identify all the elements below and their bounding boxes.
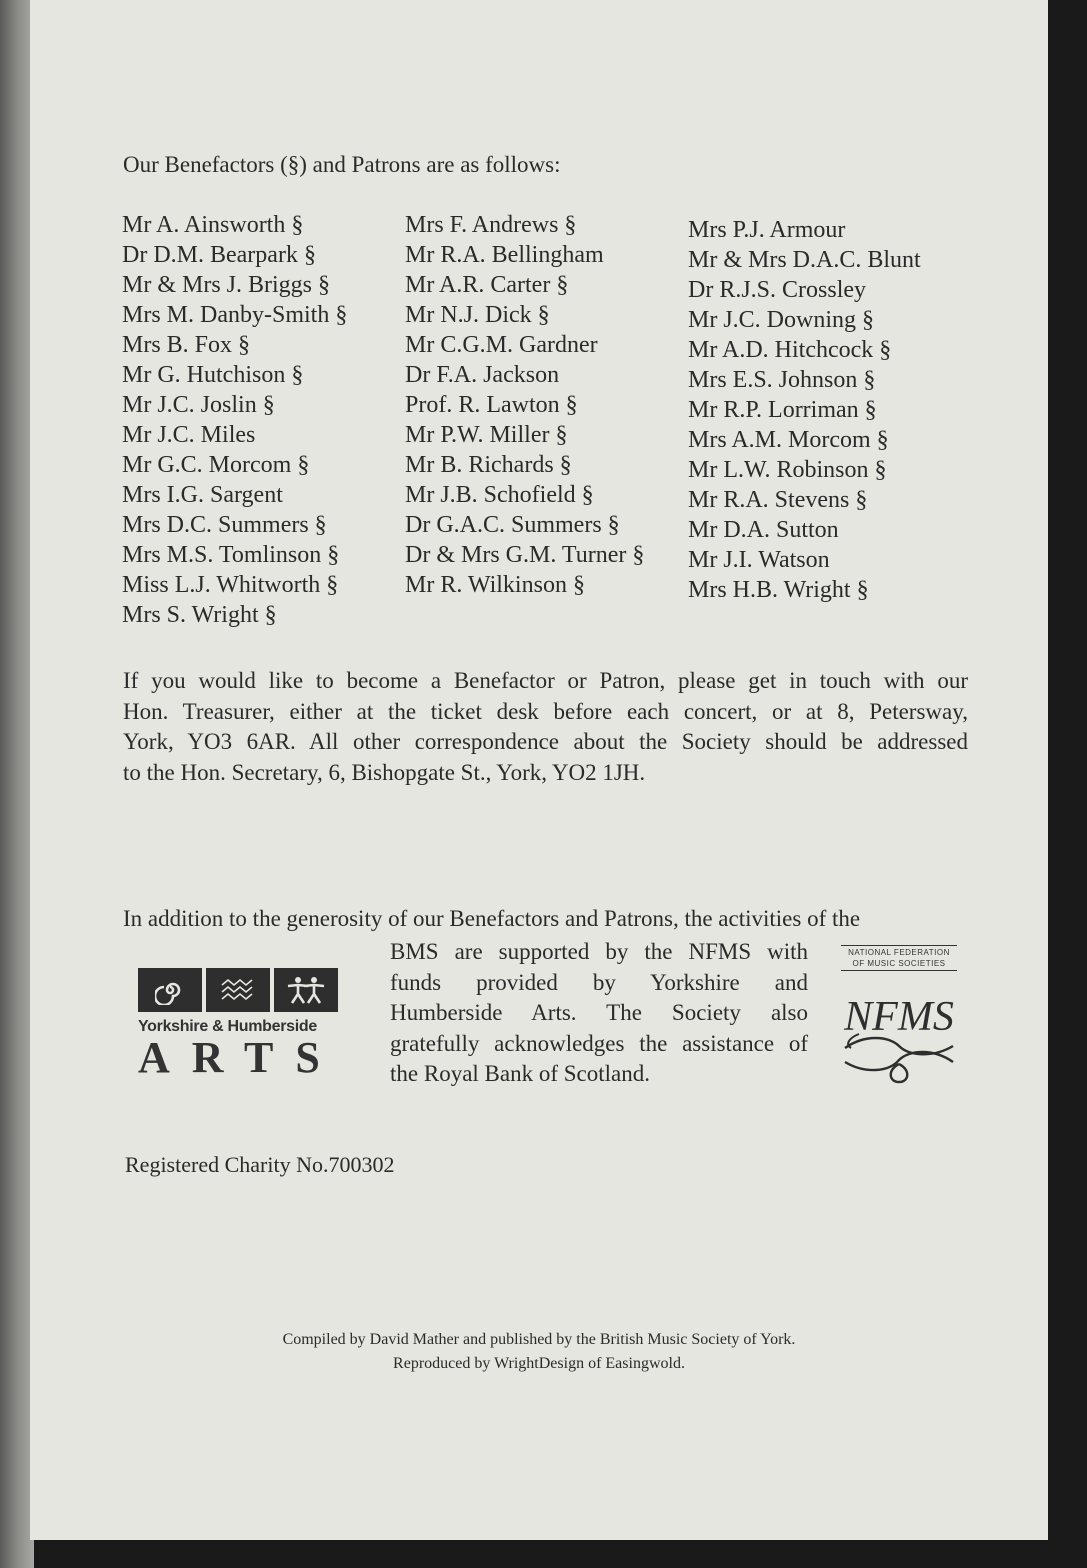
patron-name: Mrs E.S. Johnson § bbox=[688, 367, 876, 393]
patron-name: Mr P.W. Miller § bbox=[405, 422, 568, 448]
support-line: the Royal Bank of Scotland. bbox=[390, 1061, 650, 1086]
patron-name: Mr R.A. Bellingham bbox=[405, 242, 604, 268]
patron-name: Mr C.G.M. Gardner bbox=[405, 332, 598, 358]
nfms-mark: NFMS bbox=[844, 994, 954, 1040]
contact-line: If you would like to become a Benefactor or Patron, please get in touch with our bbox=[123, 668, 968, 693]
patron-column-2 bbox=[405, 210, 644, 600]
patron-name: Mr G.C. Morcom § bbox=[122, 452, 310, 478]
patron-name: Mr J.C. Downing § bbox=[688, 307, 875, 333]
patron-name: Mr R.P. Lorriman § bbox=[688, 397, 877, 423]
patron-name: Mr J.C. Miles bbox=[122, 422, 256, 448]
patron-name: Dr R.J.S. Crossley bbox=[688, 277, 867, 303]
support-line: Humberside Arts. The Society also bbox=[390, 1000, 808, 1025]
support-heading: In addition to the generosity of our Benefactors and Patrons, the activities of the bbox=[123, 906, 861, 931]
credits bbox=[30, 1328, 1048, 1376]
patron-name: Mr A. Ainsworth § bbox=[122, 212, 304, 238]
patron-name: Mr N.J. Dick § bbox=[405, 302, 550, 328]
patron-name: Mrs D.C. Summers § bbox=[122, 512, 327, 538]
patron-name: Mrs P.J. Armour bbox=[688, 217, 846, 243]
contact-line: York, YO3 6AR. All other correspondence about the Society should be addressed bbox=[123, 729, 968, 754]
patron-name: Dr & Mrs G.M. Turner § bbox=[405, 542, 645, 568]
book-spine-edge bbox=[0, 0, 34, 1568]
nfms-logo bbox=[835, 944, 963, 1089]
patron-name: Mr L.W. Robinson § bbox=[688, 457, 887, 483]
patron-name: Mr G. Hutchison § bbox=[122, 362, 304, 388]
patron-name: Mr A.D. Hitchcock § bbox=[688, 337, 892, 363]
patron-name: Mrs I.G. Sargent bbox=[122, 482, 283, 508]
patron-name: Mrs M. Danby-Smith § bbox=[122, 302, 348, 328]
patron-name: Dr G.A.C. Summers § bbox=[405, 512, 620, 538]
spiral-icon bbox=[138, 968, 202, 1012]
credit-line: Compiled by David Mather and published by the British Music Society of York. bbox=[282, 1331, 796, 1348]
patron-name: Mr R. Wilkinson § bbox=[405, 572, 585, 598]
patron-name: Dr F.A. Jackson bbox=[405, 362, 560, 388]
patron-name: Mr & Mrs D.A.C. Blunt bbox=[688, 247, 921, 273]
contact-line: to the Hon. Secretary, 6, Bishopgate St., York, YO2 1JH. bbox=[123, 759, 646, 785]
patron-name: Mrs M.S. Tomlinson § bbox=[122, 542, 340, 568]
patron-name: Mr & Mrs J. Briggs § bbox=[122, 272, 331, 298]
charity-number: Registered Charity No.700302 bbox=[125, 1152, 395, 1177]
patron-name: Mr J.C. Joslin § bbox=[122, 392, 275, 418]
patron-name: Mrs A.M. Morcom § bbox=[688, 427, 889, 453]
patron-name: Mr R.A. Stevens § bbox=[688, 487, 868, 513]
support-line: BMS are supported by the NFMS with bbox=[390, 939, 808, 964]
yh-logo-line2: ARTS bbox=[138, 1033, 342, 1082]
nfms-logo-line2: OF MUSIC SOCIETIES bbox=[852, 959, 946, 968]
patron-column-1 bbox=[122, 210, 347, 630]
patron-name: Prof. R. Lawton § bbox=[405, 392, 578, 418]
document-page bbox=[30, 0, 1048, 1540]
contact-line: Hon. Treasurer, either at the ticket desk before each concert, or at 8, Petersway, bbox=[123, 698, 968, 724]
intro-text: Our Benefactors (§) and Patrons are as follows: bbox=[123, 152, 561, 177]
yorkshire-humberside-arts-logo bbox=[138, 968, 346, 1080]
patron-name: Mr A.R. Carter § bbox=[405, 272, 569, 298]
patron-name: Mr D.A. Sutton bbox=[688, 517, 839, 543]
yh-logo-line1: Yorkshire & Humberside bbox=[138, 1018, 317, 1035]
patron-name: Mr J.I. Watson bbox=[688, 547, 830, 573]
credit-line: Reproduced by WrightDesign of Easingwold. bbox=[393, 1355, 685, 1372]
nfms-logo-line1: NATIONAL FEDERATION bbox=[848, 948, 950, 957]
nfms-monogram-icon bbox=[835, 972, 963, 1084]
patron-name: Mrs B. Fox § bbox=[122, 332, 251, 358]
support-paragraph bbox=[390, 937, 808, 1090]
patron-name: Miss L.J. Whitworth § bbox=[122, 572, 339, 598]
support-line: funds provided by Yorkshire and bbox=[390, 969, 808, 995]
support-line: gratefully acknowledges the assistance of bbox=[390, 1030, 808, 1056]
figures-icon bbox=[274, 968, 338, 1012]
contact-paragraph bbox=[123, 666, 968, 788]
patron-name: Mr B. Richards § bbox=[405, 452, 572, 478]
patron-name: Mr J.B. Schofield § bbox=[405, 482, 594, 508]
patron-name: Mrs F. Andrews § bbox=[405, 212, 577, 238]
waves-icon bbox=[206, 968, 270, 1012]
patron-name: Mrs S. Wright § bbox=[122, 602, 277, 628]
patron-column-3 bbox=[688, 215, 921, 605]
patron-name: Dr D.M. Bearpark § bbox=[122, 242, 316, 268]
patron-name: Mrs H.B. Wright § bbox=[688, 577, 869, 603]
